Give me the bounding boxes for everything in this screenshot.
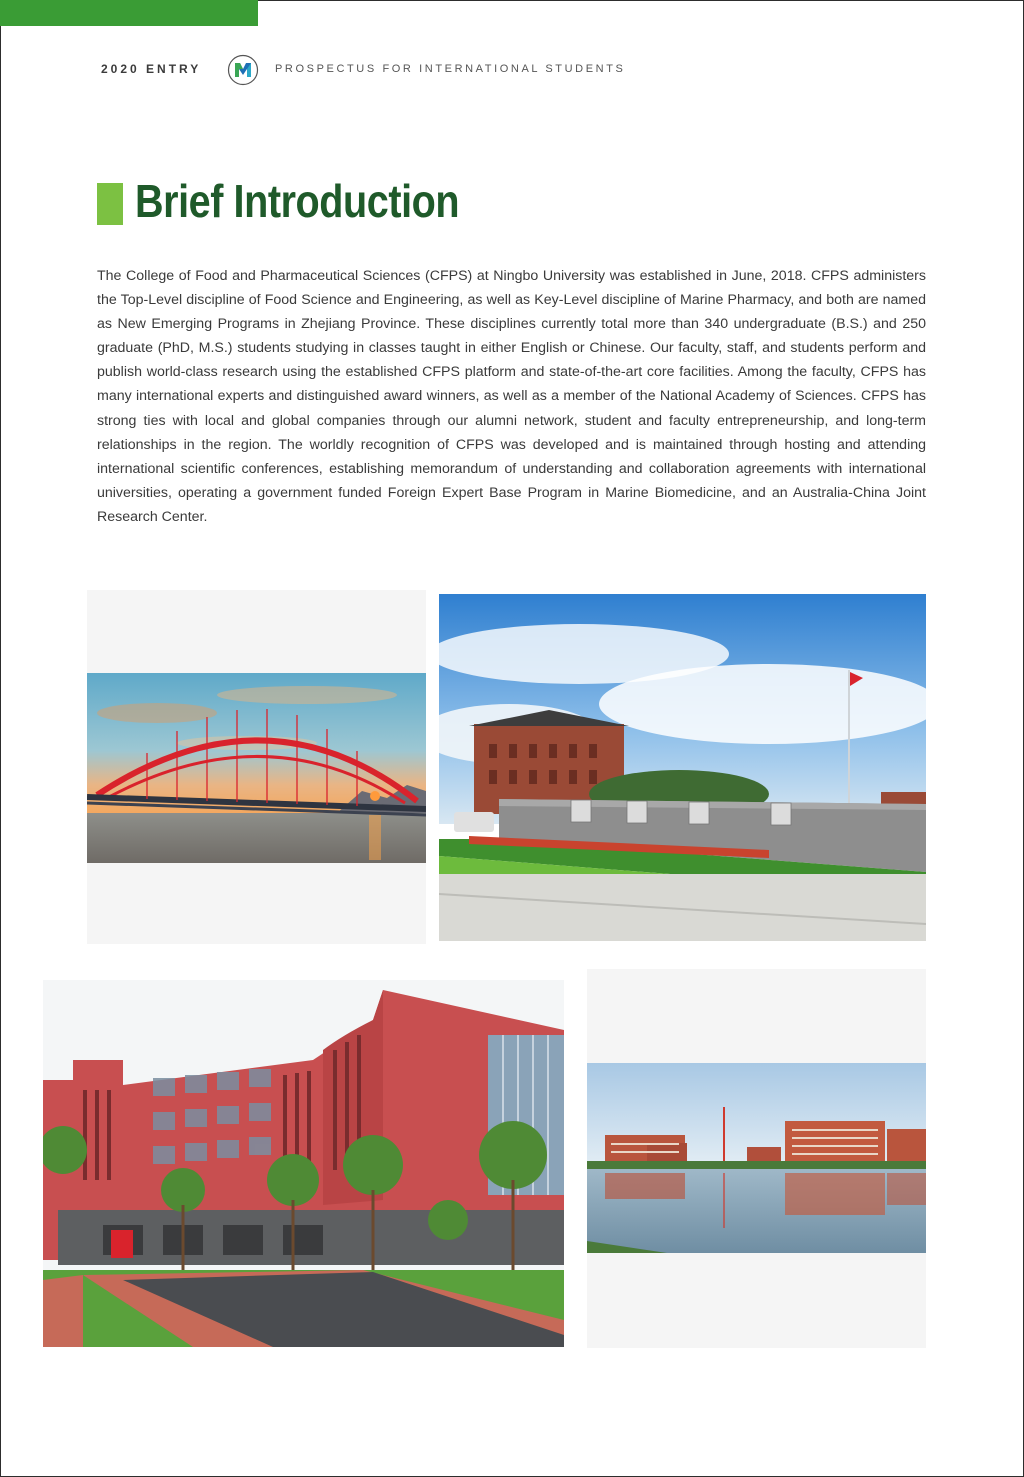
heading-accent-block: [97, 183, 123, 225]
prospectus-label: PROSPECTUS FOR INTERNATIONAL STUDENTS: [275, 63, 626, 75]
photo-university-gate: [439, 594, 926, 941]
photo-bridge-sunset: [87, 673, 426, 863]
intro-paragraph: The College of Food and Pharmaceutical Sciences (CFPS) at Ningbo University was established in June, 2018. CFPS administers the Top-Level discipline of Food Science and Engineering, as well as Key-Level discipline of Marine Pharmacy, and both are named as New Emerging Programs in Zhejiang Province. These disciplines currently total more than 340 undergraduate (B.S.) and 250 graduate (PhD, M.S.) students studying in classes taught in either English or Chinese. Our faculty, staff, and students perform and publish world-class research using the established CFPS platform and state-of-the-art core facilities. Among the faculty, CFPS has many international experts and distinguished award winners, as well as a member of the National Academy of Sciences. CFPS has strong ties with local and global companies through our alumni network, student and faculty entrepreneurship, and long-term relationships in the region. The worldly recognition of CFPS was developed and is maintained through hosting and attending international scientific conferences, establishing memorandum of understanding and collaboration agreements with international universities, operating a government funded Foreign Expert Base Program in Marine Biomedicine, and an Australia-China Joint Research Center.: [97, 268, 926, 525]
page-title: Brief Introduction: [135, 175, 460, 227]
photo-red-building: [43, 980, 564, 1347]
university-logo-icon: [227, 54, 259, 86]
photo-campus-lake: [587, 1063, 926, 1253]
top-accent-bar: [0, 0, 258, 26]
entry-year: 2020 ENTRY: [101, 62, 202, 76]
